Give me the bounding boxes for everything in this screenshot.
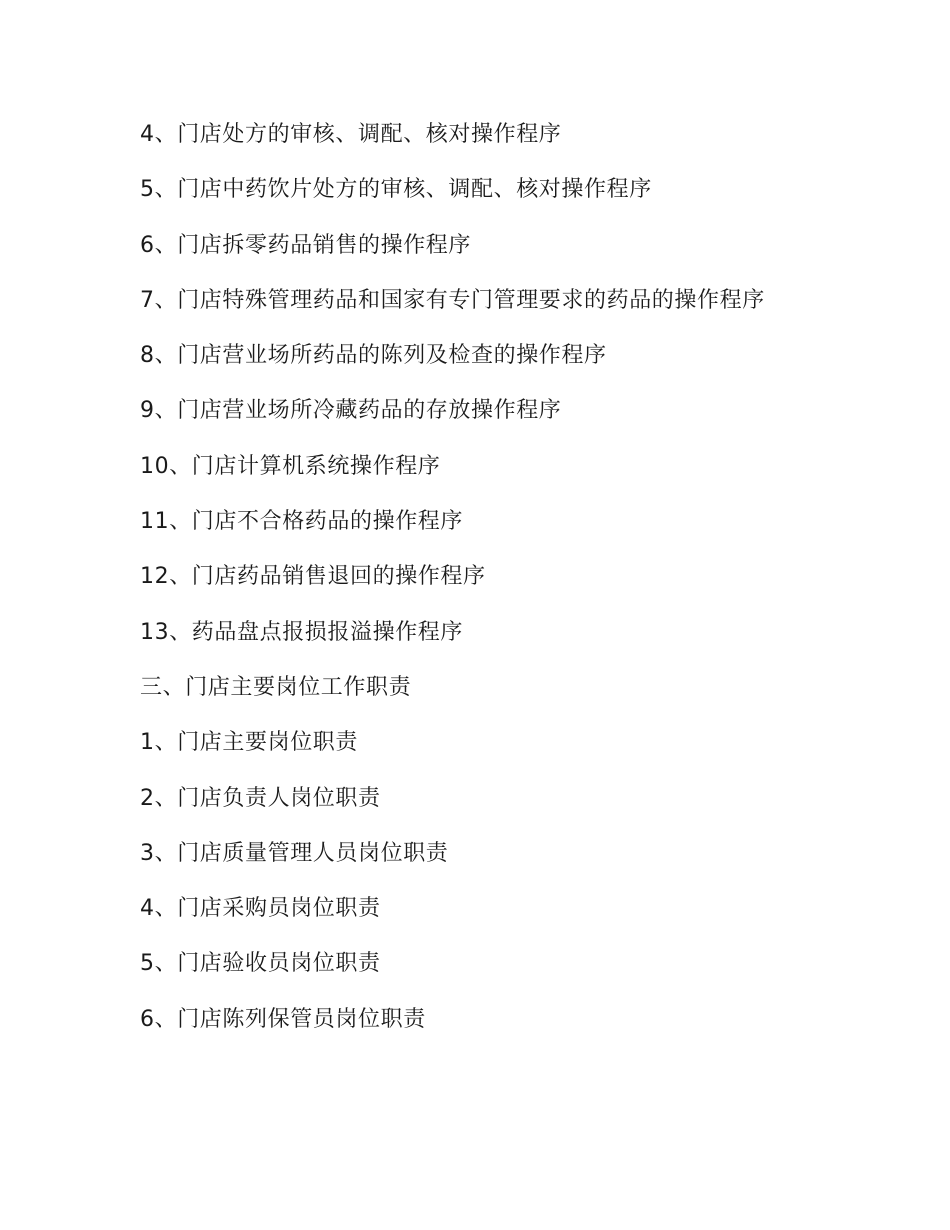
list-item: 10、门店计算机系统操作程序 xyxy=(140,453,441,479)
list-item: 11、门店不合格药品的操作程序 xyxy=(140,509,463,535)
list-item: 13、药品盘点报损报溢操作程序 xyxy=(140,619,463,645)
list-item: 5、门店验收员岗位职责 xyxy=(140,951,381,977)
list-item: 4、门店采购员岗位职责 xyxy=(140,896,381,922)
list-item: 9、门店营业场所冷藏药品的存放操作程序 xyxy=(140,398,562,424)
list-item: 6、门店拆零药品销售的操作程序 xyxy=(140,232,471,258)
document-body xyxy=(140,116,820,1056)
list-item: 4、门店处方的审核、调配、核对操作程序 xyxy=(140,122,562,147)
list-item: 6、门店陈列保管员岗位职责 xyxy=(140,1006,426,1032)
list-item: 12、门店药品销售退回的操作程序 xyxy=(140,564,486,590)
section-heading: 三、门店主要岗位工作职责 xyxy=(140,674,412,700)
list-item: 8、门店营业场所药品的陈列及检查的操作程序 xyxy=(140,343,607,369)
list-item: 5、门店中药饮片处方的审核、调配、核对操作程序 xyxy=(140,177,652,203)
list-item: 7、门店特殊管理药品和国家有专门管理要求的药品的操作程序 xyxy=(140,287,765,313)
list-item: 3、门店质量管理人员岗位职责 xyxy=(140,840,449,866)
list-item: 1、门店主要岗位职责 xyxy=(140,730,358,756)
list-item: 2、门店负责人岗位职责 xyxy=(140,785,381,811)
